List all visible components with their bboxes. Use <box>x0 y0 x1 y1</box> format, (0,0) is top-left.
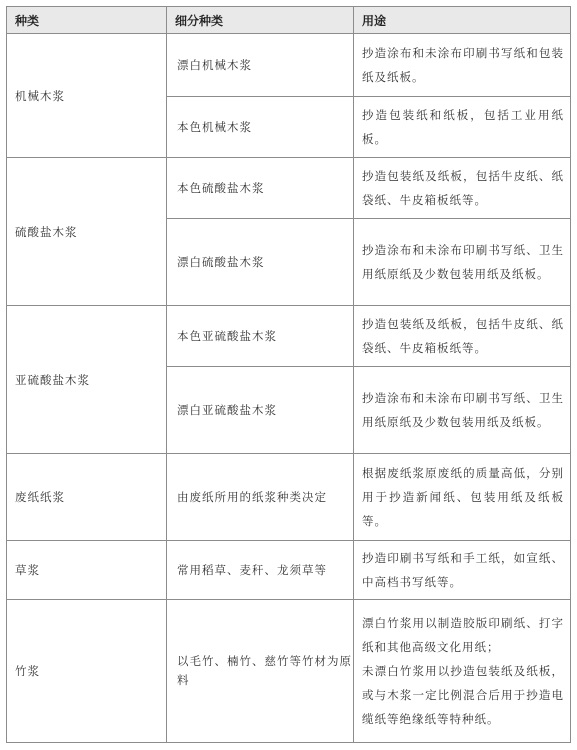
usage-cell: 抄造印刷书写纸和手工纸，如宣纸、中高档书写纸等。 <box>354 541 571 600</box>
pulp-table-container <box>6 6 570 743</box>
table-row <box>7 541 571 600</box>
kind-cell: 废纸纸浆 <box>7 454 167 541</box>
pulp-types-table <box>6 6 571 743</box>
kind-cell: 竹浆 <box>7 600 167 743</box>
kind-cell: 硫酸盐木浆 <box>7 158 167 306</box>
header-subkind: 细分种类 <box>167 7 354 34</box>
usage-cell: 抄造涂布和未涂布印刷书写纸、卫生用纸原纸及少数包装用纸及纸板。 <box>354 367 571 454</box>
table-row <box>7 600 571 743</box>
subkind-cell: 漂白机械木浆 <box>167 34 354 97</box>
kind-cell: 草浆 <box>7 541 167 600</box>
kind-cell: 机械木浆 <box>7 34 167 158</box>
header-usage: 用途 <box>354 7 571 34</box>
usage-cell: 抄造涂布和未涂布印刷书写纸、卫生用纸原纸及少数包装用纸及纸板。 <box>354 219 571 306</box>
subkind-cell: 本色机械木浆 <box>167 97 354 158</box>
table-row <box>7 454 571 541</box>
usage-line: 未漂白竹浆用以抄造包装纸及纸板，或与木浆一定比例混合后用于抄造电缆纸等绝缘纸等特种纸。 <box>362 664 564 726</box>
subkind-cell: 本色硫酸盐木浆 <box>167 158 354 219</box>
usage-cell <box>354 600 571 743</box>
usage-cell: 抄造包装纸及纸板，包括牛皮纸、纸袋纸、牛皮箱板纸等。 <box>354 306 571 367</box>
subkind-cell: 漂白亚硫酸盐木浆 <box>167 367 354 454</box>
usage-cell: 抄造包装纸和纸板，包括工业用纸板。 <box>354 97 571 158</box>
usage-line: 漂白竹浆用以制造胶版印刷纸、打字纸和其他高级文化用纸； <box>362 616 564 654</box>
subkind-cell: 常用稻草、麦秆、龙须草等 <box>167 541 354 600</box>
table-row <box>7 34 571 97</box>
header-kind: 种类 <box>7 7 167 34</box>
kind-cell: 亚硫酸盐木浆 <box>7 306 167 454</box>
subkind-cell: 以毛竹、楠竹、慈竹等竹材为原料 <box>167 600 354 743</box>
table-row <box>7 158 571 219</box>
subkind-cell: 漂白硫酸盐木浆 <box>167 219 354 306</box>
usage-cell: 抄造涂布和未涂布印刷书写纸和包装纸及纸板。 <box>354 34 571 97</box>
header-row <box>7 7 571 34</box>
usage-cell: 抄造包装纸及纸板，包括牛皮纸、纸袋纸、牛皮箱板纸等。 <box>354 158 571 219</box>
subkind-cell: 由废纸所用的纸浆种类决定 <box>167 454 354 541</box>
usage-cell: 根据废纸浆原废纸的质量高低，分别用于抄造新闻纸、包装用纸及纸板等。 <box>354 454 571 541</box>
table-row <box>7 306 571 367</box>
subkind-cell: 本色亚硫酸盐木浆 <box>167 306 354 367</box>
